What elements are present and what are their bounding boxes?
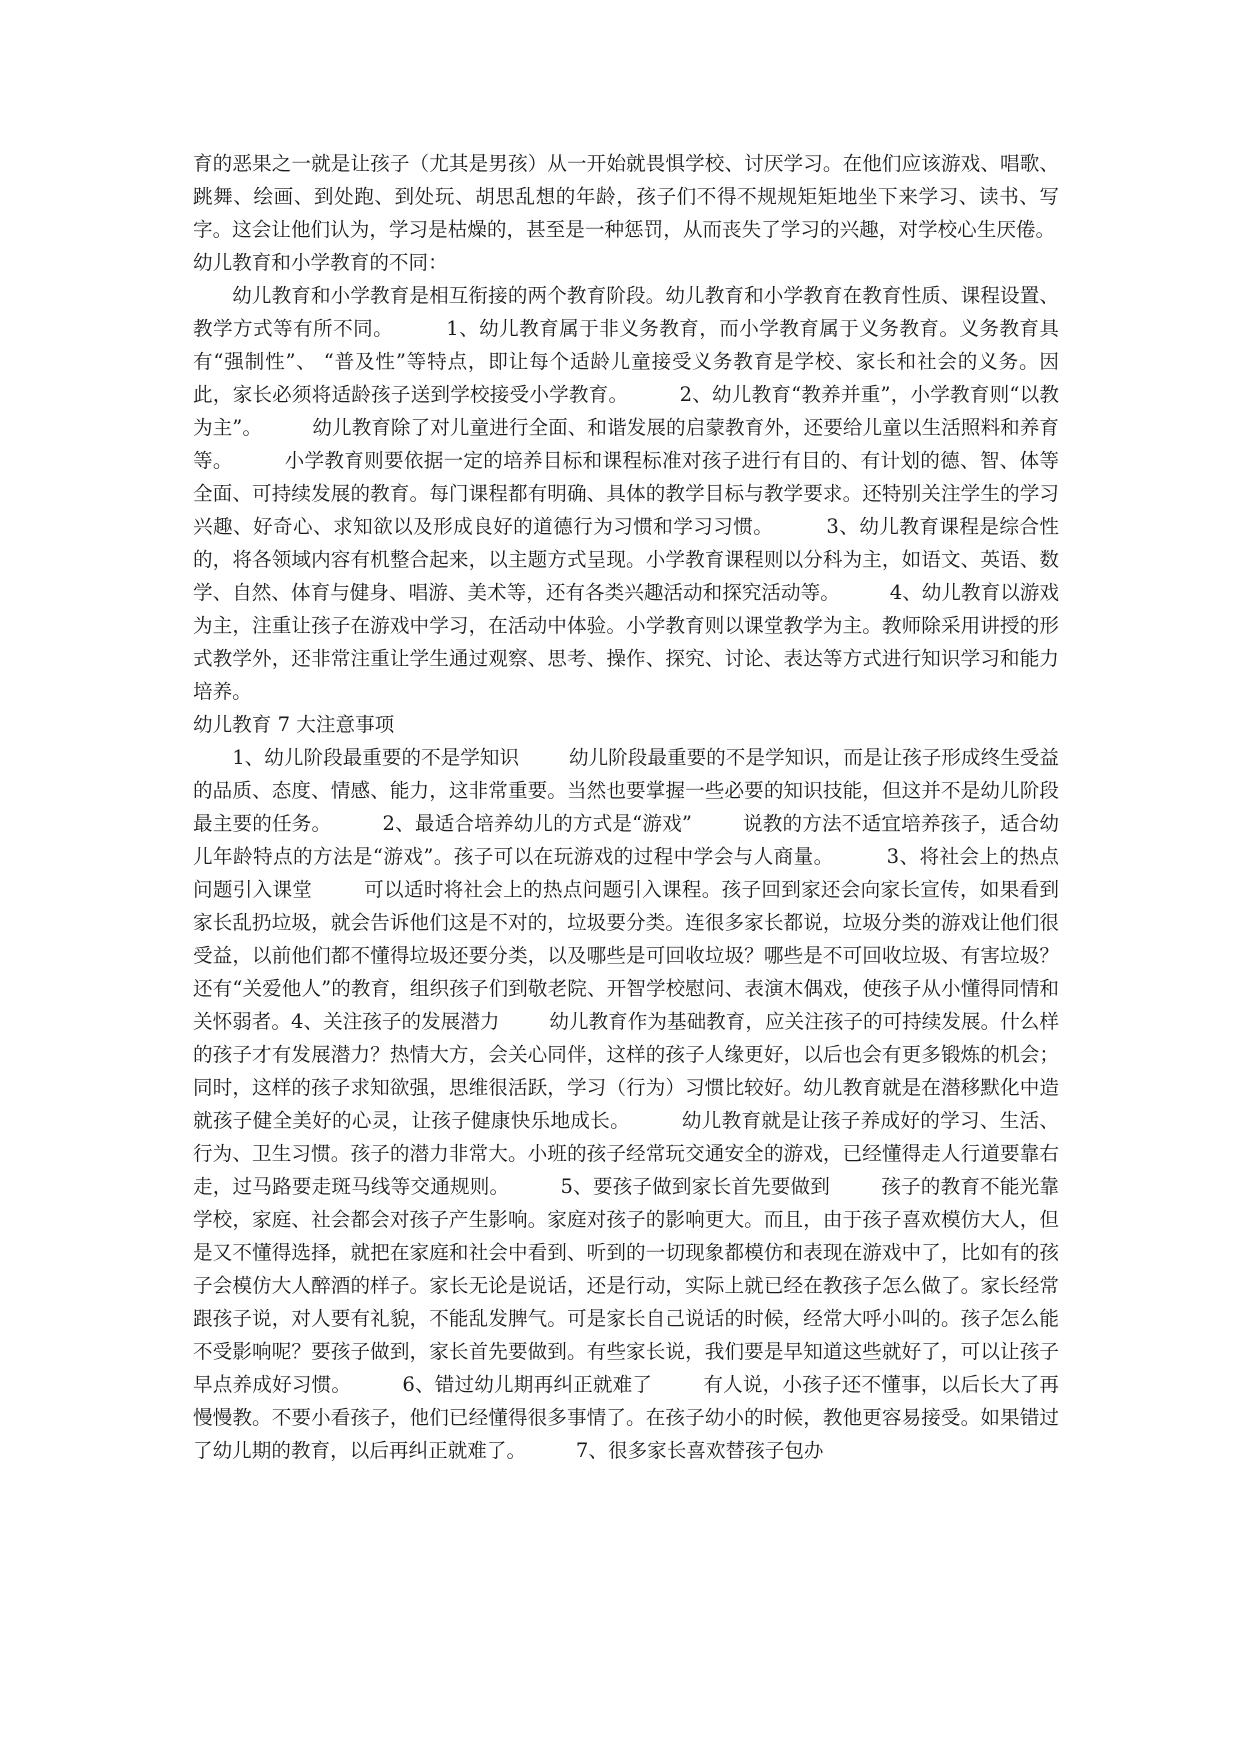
body-paragraph-differences: 幼儿教育和小学教育是相互衔接的两个教育阶段。幼儿教育和小学教育在教育性质、课程设置、教学方式等有所不同。 1、幼儿教育属于非义务教育，而小学教育属于义务教育。义务教育具有“强制性”、 “普及性”等特点，即让每个适龄儿童接受义务教育是学校、家长和社会的义务。因此，家长必须将适龄孩子送到学校接受小学教育。 2、幼儿教育“教养并重”，小学教育则“以教为主”。 幼儿教育除了对儿童进行全面、和谐发展的启蒙教育外，还要给儿童以生活照料和养育等。 小学教育则要依据一定的培养目标和课程标准对孩子进行有目的、有计划的德、智、体等全面、可持续发展的教育。每门课程都有明确、具体的教学目标与教学要求。还特别关注学生的学习兴趣、好奇心、求知欲以及形成良好的道德行为习惯和学习习惯。 3、幼儿教育课程是综合性的，将各领域内容有机整合起来，以主题方式呈现。小学教育课程则以分科为主，如语文、英语、数学、自然、体育与健身、唱游、美术等，还有各类兴趣活动和探究活动等。 4、幼儿教育以游戏为主，注重让孩子在游戏中学习，在活动中体验。小学教育则以课堂教学为主。教师除采用讲授的形式教学外，还非常注重让学生通过观察、思考、操作、探究、讨论、表达等方式进行知识学习和能力培养。: [193, 284, 1059, 703]
body-paragraph-notes: 1、幼儿阶段最重要的不是学知识 幼儿阶段最重要的不是学知识，而是让孩子形成终生受益的品质、态度、情感、能力，这非常重要。当然也要掌握一些必要的知识技能，但这并不是幼儿阶段最主要的任务。 2、最适合培养幼儿的方式是“游戏” 说教的方法不适宜培养孩子，适合幼儿年龄特点的方法是“游戏”。孩子可以在玩游戏的过程中学会与人商量。 3、将社会上的热点问题引入课堂 可以适时将社会上的热点问题引入课程。孩子回到家还会向家长宣传，如果看到家长乱扔垃圾，就会告诉他们这是不对的，垃圾要分类。连很多家长都说，垃圾分类的游戏让他们很受益，以前他们都不懂得垃圾还要分类，以及哪些是可回收垃圾？哪些是不可回收垃圾、有害垃圾？ 还有“关爱他人”的教育，组织孩子们到敬老院、开智学校慰问、表演木偶戏，使孩子从小懂得同情和关怀弱者。4、关注孩子的发展潜力 幼儿教育作为基础教育，应关注孩子的可持续发展。什么样的孩子才有发展潜力？热情大方，会关心同伴，这样的孩子人缘更好，以后也会有更多锻炼的机会；同时，这样的孩子求知欲强，思维很活跃，学习（行为）习惯比较好。幼儿教育就是在潜移默化中造就孩子健全美好的心灵，让孩子健康快乐地成长。 幼儿教育就是让孩子养成好的学习、生活、行为、卫生习惯。孩子的潜力非常大。小班的孩子经常玩交通安全的游戏，已经懂得走人行道要靠右走，过马路要走斑马线等交通规则。 5、要孩子做到家长首先要做到 孩子的教育不能光靠学校，家庭、社会都会对孩子产生影响。家庭对孩子的影响更大。而且，由于孩子喜欢模仿大人，但是又不懂得选择，就把在家庭和社会中看到、听到的一切现象都模仿和表现在游戏中了，比如有的孩子会模仿大人醉酒的样子。家长无论是说话，还是行动，实际上就已经在教孩子怎么做了。家长经常跟孩子说，对人要有礼貌，不能乱发脾气。可是家长自己说话的时候，经常大呼小叫的。孩子怎么能不受影响呢？要孩子做到，家长首先要做到。有些家长说，我们要是早知道这些就好了，可以让孩子早点养成好习惯。 6、错过幼儿期再纠正就难了 有人说，小孩子还不懂事，以后长大了再慢慢教。不要小看孩子，他们已经懂得很多事情了。在孩子幼小的时候，教他更容易接受。如果错过了幼儿期的教育，以后再纠正就难了。 7、很多家长喜欢替孩子包办: [193, 746, 1109, 1462]
document-page: [193, 147, 1109, 1467]
section-heading-differences: 幼儿教育和小学教育的不同：: [193, 251, 448, 274]
section-heading-notes: 幼儿教育 7 大注意事项: [193, 713, 395, 736]
body-paragraph-intro: 育的恶果之一就是让孩子（尤其是男孩）从一开始就畏惧学校、讨厌学习。在他们应该游戏、唱歌、跳舞、绘画、到处跑、到处玩、胡思乱想的年龄，孩子们不得不规规矩矩地坐下来学习、读书、写字。这会让他们认为，学习是枯燥的，甚至是一种惩罚，从而丧失了学习的兴趣，对学校心生厌倦。: [193, 152, 1059, 241]
